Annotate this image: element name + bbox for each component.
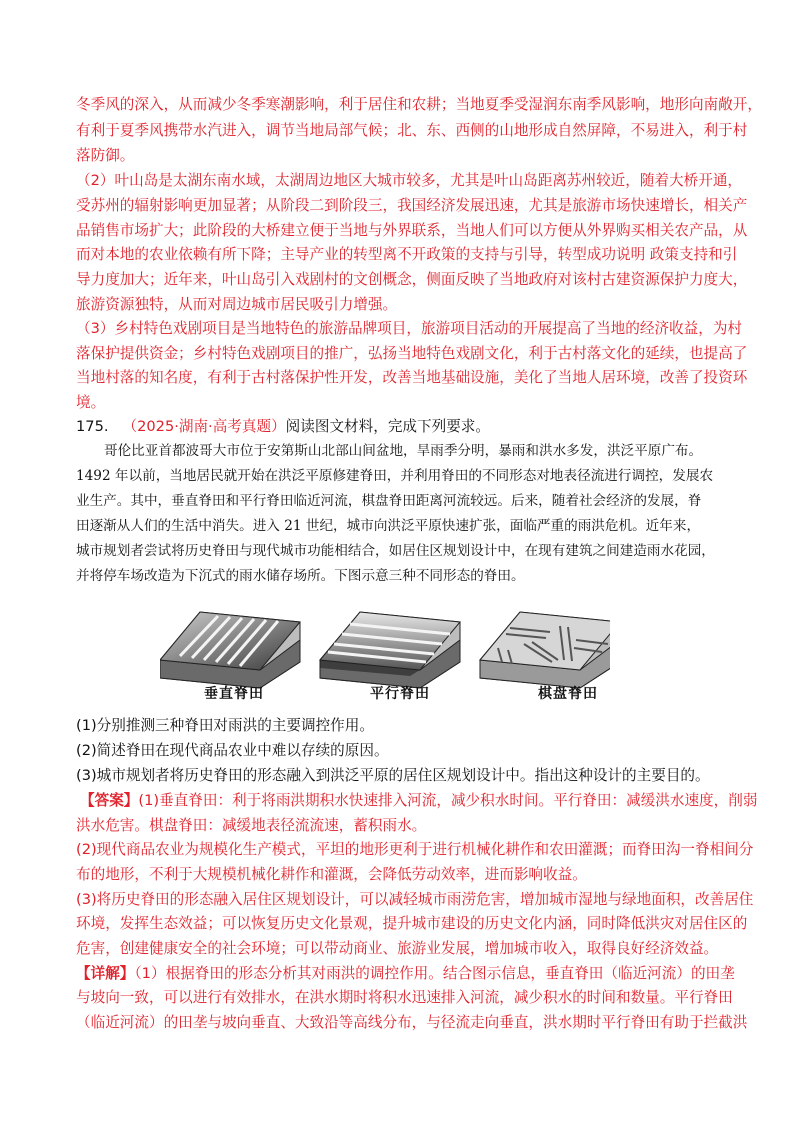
question-number: 175. xyxy=(76,418,109,435)
material-line: 城市规划者尝试将历史脊田与现代城市功能相结合，如居住区规划设计中，在现有建筑之间建造雨水花园， xyxy=(76,543,715,559)
answer-tag: 【答案】 xyxy=(80,792,139,809)
answer-line: (3)将历史脊田的形态融入居住区规划设计，可以减轻城市雨涝危害，增加城市湿地与绿地面积，改善居住 xyxy=(76,891,754,908)
material-line: 田逐渐从人们的生活中消失。进入 21 世纪，城市向洪泛平原快速扩张，面临严重的雨洪危机。近年来， xyxy=(76,518,701,534)
answer-line: 而对本地的农业依赖有所下降；主导产业的转型离不开政策的支持与引导，转型成功说明 政策支持和引 xyxy=(76,246,738,263)
answer-line: 布的地形，不利于大规模机械化耕作和灌溉，会降低劳动效率，进而影响收益。 xyxy=(76,866,587,883)
answer-line: (1)垂直脊田：利于将雨洪期积水快速排入河流，减少积水时间。平行脊田：减缓洪水速度，削弱 xyxy=(138,792,758,809)
answer-line: 受苏州的辐射影响更加显著；从阶段二到阶段三，我国经济发展迅速，尤其是旅游市场快速增长，相关产 xyxy=(76,197,748,214)
figure-label-vertical: 垂直脊田 xyxy=(204,686,264,702)
answer-line: 洪水危害。棋盘脊田：减缓地表径流流速，蓄积雨水。 xyxy=(76,817,427,834)
detail-tag: 【详解】 xyxy=(76,965,135,982)
sub-question: (3)城市规划者将历史脊田的形态融入到洪泛平原的居住区规划设计中。指出这种设计的主要目的。 xyxy=(76,767,710,784)
material-line: 哥伦比亚首都波哥大市位于安第斯山北部山间盆地，旱雨季分明，暴雨和洪水多发，洪泛平原广布。 xyxy=(104,443,703,459)
material-line: 1492 年以前，当地居民就开始在洪泛平原修建脊田，并利用脊田的不同形态对地表径流进行调控，发展农 xyxy=(76,468,714,484)
material-line: 并将停车场改造为下沉式的雨水储存场所。下图示意三种不同形态的脊田。 xyxy=(76,568,525,584)
answer-line: （2）叶山岛是太湖东南水域，太湖周边地区大城市较多，尤其是叶山岛距离苏州较近，随着大桥开通， xyxy=(76,172,743,189)
answer-line: 落防御。 xyxy=(76,147,135,164)
vertical-ridge-block xyxy=(160,612,300,688)
answer-line: 当地村落的知名度，有利于古村落保护性开发，改善当地基础设施，美化了当地人居环境，改善了投资环 xyxy=(76,369,748,386)
detail-line: 与坡向一致，可以进行有效排水，在洪水期时将积水迅速排入河流，减少积水的时间和数量。平行脊田 xyxy=(76,989,733,1006)
detail-line: （1）根据脊田的形态分析其对雨洪的调控作用。结合图示信息，垂直脊田（临近河流）的田垄 xyxy=(134,965,735,982)
detail-line-first xyxy=(76,964,736,984)
answer-line: 境。 xyxy=(76,394,106,411)
answer-line: 有利于夏季风携带水汽进入，调节当地局部气候；北、东、西侧的山地形成自然屏障，不易进入，利于村 xyxy=(76,122,748,139)
parallel-ridge-block xyxy=(320,612,460,688)
figure-label-parallel: 平行脊田 xyxy=(370,686,430,702)
answer-line: 落保护提供资金；乡村特色戏剧项目的推广，弘扬当地特色戏剧文化，利于古村落文化的延续，也提高了 xyxy=(76,345,748,362)
answer-line: （3）乡村特色戏剧项目是当地特色的旅游品牌项目，旅游项目活动的开展提高了当地的经济收益，为村 xyxy=(76,320,743,337)
answer-line: 品销售市场扩大；此阶段的大桥建立便于当地与外界联系，当地人们可以方便从外界购买相关农产品，从 xyxy=(76,222,748,239)
material-line: 业生产。其中，垂直脊田和平行脊田临近河流，棋盘脊田距离河流较远。后来，随着社会经济的发展，脊 xyxy=(76,493,702,509)
sub-question: (1)分别推测三种脊田对雨洪的主要调控作用。 xyxy=(76,717,374,734)
answer-line: 危害，创建健康安全的社会环境；可以带动商业、旅游业发展，增加城市收入，取得良好经济效益。 xyxy=(76,940,719,957)
answer-line-first xyxy=(80,791,758,811)
answer-line: (2)现代商品农业为规模化生产模式，平坦的地形更利于进行机械化耕作和农田灌溉；而脊田沟一脊相间分 xyxy=(76,841,754,858)
question-source: （2025·湖南·高考真题） xyxy=(122,418,286,435)
question-prompt: 阅读图文材料，完成下列要求。 xyxy=(285,418,490,435)
answer-line: 冬季风的深入，从而减少冬季寒潮影响，利于居住和农耕；当地夏季受湿润东南季风影响，地形向南敞开， xyxy=(76,96,762,113)
answer-line: 导力度加大；近年来，叶山岛引入戏剧村的文创概念，侧面反映了当地政府对该村古建资源保护力度大， xyxy=(76,271,748,288)
sub-question: (2)简述脊田在现代商品农业中难以存续的原因。 xyxy=(76,742,389,759)
figure-label-chessboard: 棋盘脊田 xyxy=(538,686,598,702)
answer-line: 环境，发挥生态效益；可以恢复历史文化景观，提升城市建设的历史文化内涵，同时降低洪灾对居住区的 xyxy=(76,915,748,932)
question-header xyxy=(76,417,736,437)
detail-line: （临近河流）的田垄与坡向垂直、大致沿等高线分布，与径流走向垂直，洪水期时平行脊田有助于拦截洪 xyxy=(76,1014,748,1031)
chessboard-ridge-block xyxy=(480,612,610,688)
answer-line: 旅游资源独特，从而对周边城市居民吸引力增强。 xyxy=(76,296,398,313)
